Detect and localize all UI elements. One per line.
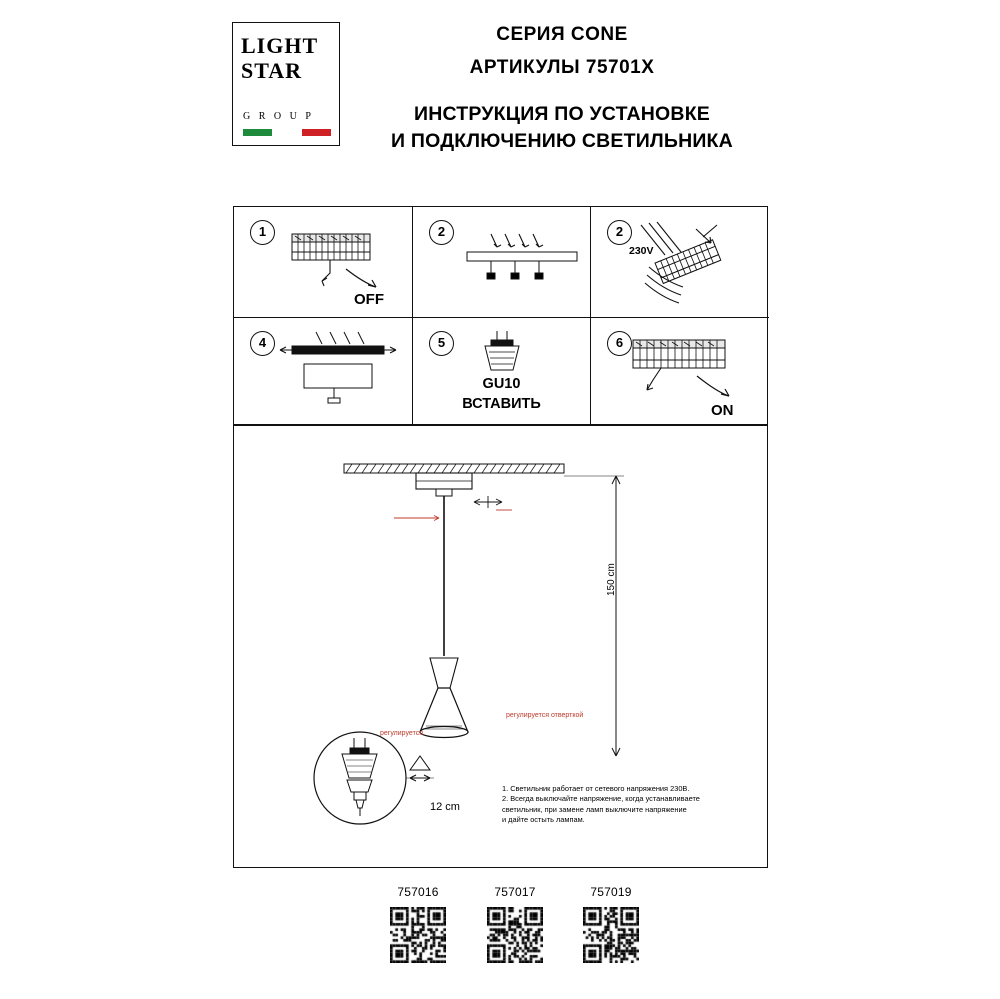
lightstar-logo [232, 22, 340, 146]
terminal-block-switch-off-icon [234, 207, 412, 317]
article-title: АРТИКУЛЫ 75701X [469, 57, 655, 78]
step-number-1: 1 [250, 220, 275, 245]
step-number-2: 2 [429, 220, 454, 245]
step-cell-3 [590, 207, 769, 317]
product-dimension-diagram [233, 425, 768, 868]
ceiling-drill-mount-icon [413, 207, 590, 317]
qr-code-icon [487, 907, 543, 963]
qr-item-757017 [460, 885, 570, 968]
logo-wordmark [241, 33, 318, 83]
warning-line-1: 1. Светильник работает от сетевого напряжения 230В. [502, 784, 690, 793]
series-title: СЕРИЯ CONE [496, 24, 628, 45]
qr-code-icon [583, 907, 639, 963]
wiring-connect-icon [591, 207, 769, 317]
instruction-line-1: ИНСТРУКЦИЯ ПО УСТАНОВКЕ [413, 103, 710, 125]
logo-line-1: LIGHT [241, 33, 319, 58]
step-label-voltage: 230V [629, 245, 654, 257]
warning-line-2: 2. Всегда выключайте напряжение, когда устанавливаете [502, 794, 700, 804]
base-plate-attach-icon [234, 318, 412, 426]
step-label-gu10 [413, 374, 590, 414]
title-block [352, 14, 772, 155]
gu10-line-1: GU10 [482, 376, 521, 392]
note-adjustable: регулируется [380, 730, 423, 737]
step-cell-5 [412, 317, 590, 426]
step-number-5: 5 [429, 331, 454, 356]
footer-qr-codes [233, 885, 768, 985]
document-header [232, 14, 772, 164]
step-cell-6 [590, 317, 769, 426]
step-number-3: 2 [607, 220, 632, 245]
warning-text [502, 784, 752, 826]
warning-line-3: светильник, при замене ламп выключите напряжение [502, 804, 687, 814]
step-label-on: ON [711, 402, 734, 419]
note-adjustable-screw: регулируется отверткой [506, 712, 584, 719]
warning-line-4: и дайте остыть лампам. [502, 815, 585, 825]
logo-line-2: STAR [241, 58, 303, 83]
qr-item-757016 [363, 885, 473, 968]
logo-subtext: G R O U P [243, 111, 314, 122]
qr-label: 757016 [397, 885, 439, 899]
steps-grid [233, 206, 768, 425]
gu10-line-2: ВСТАВИТЬ [462, 396, 541, 412]
width-dimension-label: 12 cm [430, 801, 460, 813]
qr-item-757019 [556, 885, 666, 968]
qr-label: 757019 [590, 885, 632, 899]
terminal-block-switch-on-icon [591, 318, 769, 426]
step-cell-2 [412, 207, 590, 317]
instruction-title [352, 101, 772, 155]
step-cell-4 [234, 317, 412, 426]
qr-label: 757017 [494, 885, 536, 899]
height-dimension-label: 150 cm [606, 563, 617, 596]
step-number-4: 4 [250, 331, 275, 356]
qr-code-icon [390, 907, 446, 963]
step-number-6: 6 [607, 331, 632, 356]
step-cell-1 [234, 207, 412, 317]
step-label-off: OFF [354, 291, 384, 308]
italy-flag-icon [243, 129, 331, 136]
instruction-line-2: И ПОДКЛЮЧЕНИЮ СВЕТИЛЬНИКА [391, 130, 733, 152]
